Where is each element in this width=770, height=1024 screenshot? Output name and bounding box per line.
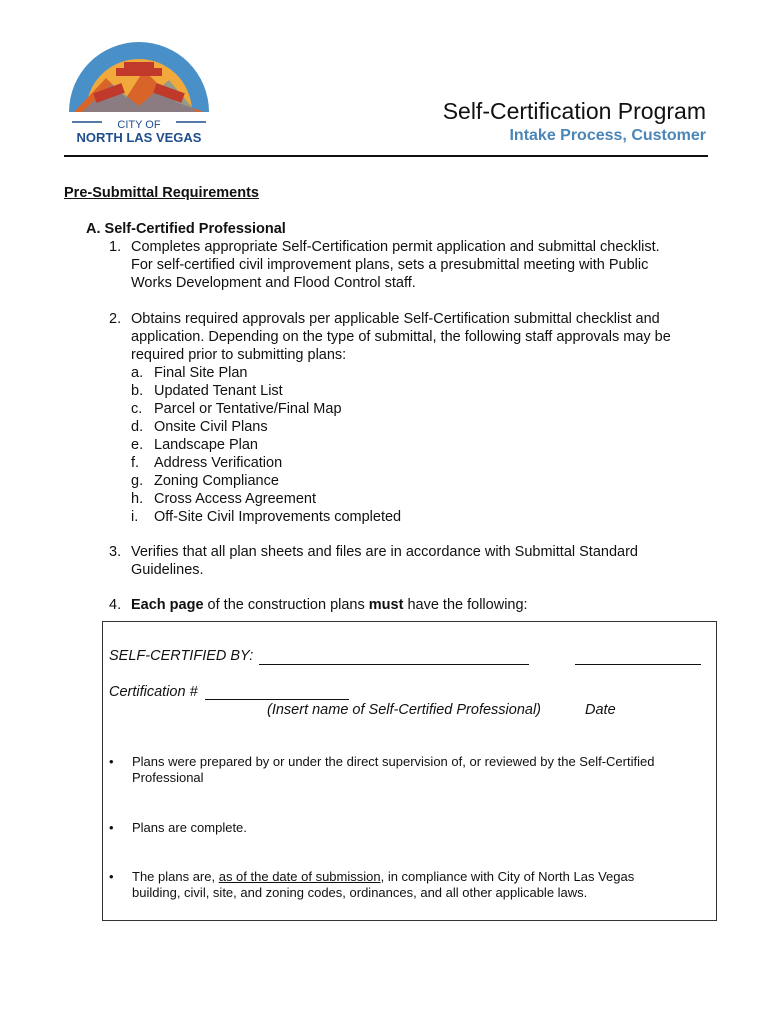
certification-number-label: Certification # [109, 684, 198, 700]
list-letter: a. [131, 365, 144, 381]
sub-heading: A. Self-Certified Professional [86, 221, 286, 237]
list-item: Off-Site Civil Improvements completed [154, 509, 402, 525]
document-subtitle: Intake Process, Customer [509, 127, 706, 144]
list-letter: f. [131, 455, 140, 471]
item4-text1: of the construction plans [203, 597, 369, 613]
section-heading: Pre-Submittal Requirements [64, 185, 259, 201]
item-number: 4. [109, 597, 122, 613]
item-text: For self-certified civil improvement plans, sets a presubmittal meeting with Public [131, 257, 649, 273]
list-item: Zoning Compliance [154, 473, 279, 489]
header-divider [64, 155, 708, 157]
certification-number-line [205, 699, 349, 700]
item-text: Completes appropriate Self-Certification permit application and submittal checklist. [131, 239, 660, 255]
item-text: required prior to submitting plans: [131, 347, 347, 363]
document-title: Self-Certification Program [442, 98, 706, 124]
self-certified-by-label: SELF-CERTIFIED BY: [109, 648, 254, 664]
certification-stamp-box [102, 621, 717, 921]
list-letter: i. [131, 509, 139, 525]
item-text: Obtains required approvals per applicable Self-Certification submittal checklist and [131, 311, 660, 327]
item-text: Verifies that all plan sheets and files are in accordance with Submittal Standard [131, 544, 638, 560]
list-letter: e. [131, 437, 144, 453]
bullet-text: Plans are complete. [132, 820, 247, 835]
list-item: Parcel or Tentative/Final Map [154, 401, 342, 417]
list-item: Final Site Plan [154, 365, 248, 381]
item-text: Works Development and Flood Control staff. [131, 275, 416, 291]
signature-line [259, 664, 529, 665]
insert-name-caption: (Insert name of Self-Certified Professional) [267, 702, 541, 718]
bullet-text [132, 869, 634, 885]
bullet-text: Professional [132, 770, 204, 785]
item-text: application. Depending on the type of submittal, the following staff approvals may be [131, 329, 671, 345]
item-text [131, 596, 528, 614]
list-item: Onsite Civil Plans [154, 419, 268, 435]
list-item: Address Verification [154, 455, 283, 471]
item-number: 2. [109, 311, 122, 327]
bullet3-underlined: as of the date of submission [218, 869, 381, 884]
bullet3-post: , in compliance with City of North Las Vegas [380, 869, 635, 884]
logo-line1: CITY OF [117, 119, 161, 131]
list-item: Updated Tenant List [154, 383, 283, 399]
date-line [575, 664, 701, 665]
list-letter: c. [131, 401, 143, 417]
logo-line2: NORTH LAS VEGAS [76, 130, 202, 145]
item-number: 1. [109, 239, 122, 255]
bullet: • [109, 754, 114, 769]
item4-bold1: Each page [131, 597, 204, 613]
list-letter: b. [131, 383, 144, 399]
item-text: Guidelines. [131, 562, 204, 578]
city-logo [64, 40, 214, 146]
bullet: • [109, 820, 114, 835]
item4-bold2: must [368, 597, 404, 613]
list-item: Landscape Plan [154, 437, 258, 453]
bullet: • [109, 869, 114, 884]
list-item: Cross Access Agreement [154, 491, 316, 507]
item4-text2: have the following: [403, 597, 528, 613]
list-letter: h. [131, 491, 144, 507]
date-caption: Date [585, 702, 616, 718]
bullet-text: Plans were prepared by or under the direct supervision of, or reviewed by the Self-Certified [132, 754, 655, 769]
bullet-text: building, civil, site, and zoning codes, ordinances, and all other applicable laws. [132, 885, 588, 900]
bullet3-pre: The plans are, [132, 869, 219, 884]
list-letter: d. [131, 419, 144, 435]
item-number: 3. [109, 544, 122, 560]
list-letter: g. [131, 473, 144, 489]
